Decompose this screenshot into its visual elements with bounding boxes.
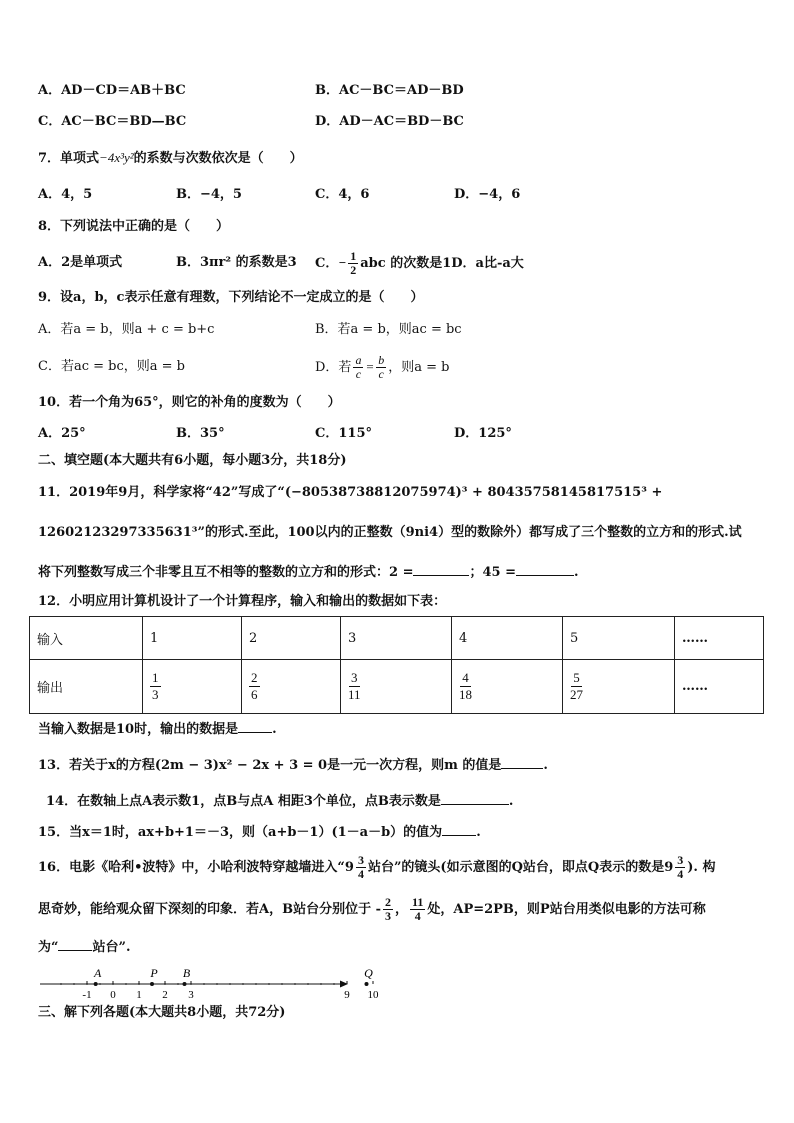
question-14 xyxy=(46,792,513,811)
q7-option-a: A．4，5 xyxy=(38,187,93,202)
output-num: 4 xyxy=(462,670,469,685)
table-row-output xyxy=(30,660,764,714)
question-16-line3 xyxy=(38,938,131,957)
q8-frac-num: 1 xyxy=(350,249,357,263)
q7-prefix: 7．单项式 xyxy=(38,151,100,166)
q8-option-c-suffix: abc 的次数是1D．a比-a大 xyxy=(360,256,524,271)
number-line-tick-label: 0 xyxy=(110,989,116,1001)
q7-option-d: D．−4，6 xyxy=(454,187,521,202)
question-16-line2 xyxy=(38,893,706,927)
q6-option-c: C．AC－BC＝BD—BC xyxy=(38,114,187,129)
number-line-dot xyxy=(320,983,322,985)
q8-fraction xyxy=(348,250,358,277)
output-num: 3 xyxy=(351,670,358,685)
input-cell: 4 xyxy=(452,617,563,660)
q11-line3-prefix: 将下列整数写成三个非零且互不相等的整数的立方和的形式：2 = xyxy=(38,565,414,580)
question-12-stem: 12．小明应用计算机设计了一个计算程序，输入和输出的数据如下表： xyxy=(38,594,447,609)
number-line-dot xyxy=(203,983,205,985)
q16-l2-mid: ， xyxy=(395,902,409,917)
input-cell: 2 xyxy=(242,617,341,660)
q16-frac-a-den: 3 xyxy=(385,909,391,923)
number-line-point-q xyxy=(365,982,369,986)
output-cell xyxy=(242,660,341,714)
q14-answer-blank[interactable] xyxy=(441,792,509,805)
number-line-dot xyxy=(99,983,101,985)
output-num: 5 xyxy=(573,670,580,685)
section-3-heading: 三、解下列各题(本大题共8小题，共72分) xyxy=(38,1005,286,1020)
number-line-tick-label: 1 xyxy=(136,989,142,1001)
q11-line3-end: . xyxy=(573,565,579,580)
number-line-tick-label: 10 xyxy=(367,989,379,1001)
output-cell xyxy=(452,660,563,714)
output-cell xyxy=(563,660,675,714)
q9-option-d: D．若 $\frac{a}{c}$ = $\frac{b}{c}$ ，则a = b xyxy=(315,353,450,381)
q13-prefix: 13．若关于x的方程(2m − 3)x² − 2x + 3 = 0是一元一次方程，则m 的值是 xyxy=(38,758,502,773)
output-cell-ellipsis: …… xyxy=(675,660,764,714)
q15-answer-blank[interactable] xyxy=(442,823,476,836)
q16-l1-end: ). 构 xyxy=(687,860,716,875)
number-line-point-label: P xyxy=(150,966,158,980)
output-label-cell: 输出 xyxy=(30,660,143,714)
q6-option-a: A．AD－CD＝AB＋BC xyxy=(38,83,186,98)
number-line-point-label: Q xyxy=(364,966,373,980)
number-line-point-a xyxy=(94,982,98,986)
number-line-dot xyxy=(177,983,179,985)
number-line-diagram xyxy=(36,962,379,1002)
q8-frac-den: 2 xyxy=(350,263,357,277)
q16-frac-a-num: 2 xyxy=(385,895,391,909)
q9-fraction-a-over-c xyxy=(353,354,363,381)
q6-option-d: D．AD－AC＝BD－BC xyxy=(315,114,464,129)
question-12-followup xyxy=(38,720,277,739)
q12-followup-end: . xyxy=(272,722,277,737)
input-cell-ellipsis: …… xyxy=(675,617,764,660)
question-11-line1: 11．2019年9月，科学家将“42”写成了“(−80538738812075974)³ + 80435758145817515³ + xyxy=(38,485,663,500)
question-7 xyxy=(38,149,303,168)
number-line-dot xyxy=(73,983,75,985)
q14-end: . xyxy=(508,794,514,809)
output-cell xyxy=(143,660,242,714)
q9-frac1-den: c xyxy=(355,367,362,381)
q9-frac2-den: c xyxy=(378,367,384,381)
q16-l1-prefix: 16．电影《哈利•波特》中，小哈利波特穿越墙进入“9 xyxy=(38,860,354,875)
q10-option-b: B．35° xyxy=(176,426,225,441)
q16-frac-b-num: 11 xyxy=(412,895,424,909)
number-line-tick-label: 9 xyxy=(344,989,350,1001)
number-line-dot xyxy=(333,983,335,985)
q16-l2-end: 处，AP=2PB，则P站台用类似电影的方法可称 xyxy=(427,902,706,917)
input-label-cell: 输入 xyxy=(30,617,143,660)
q16-answer-blank[interactable] xyxy=(58,938,92,951)
q9-option-b: B．若a = b，则ac = bc xyxy=(315,322,462,337)
number-line-point-label: B xyxy=(182,966,191,980)
q14-prefix: 14．在数轴上点A表示数1，点B与点A 相距3个单位，点B表示数是 xyxy=(46,794,441,809)
output-den: 3 xyxy=(152,687,159,702)
number-line-tick-label: -1 xyxy=(82,989,92,1001)
output-den: 27 xyxy=(570,687,583,702)
q16-frac-b-den: 4 xyxy=(414,909,421,923)
q16-l1-mid: 站台”的镜头(如示意图的Q站台，即点Q表示的数是9 xyxy=(367,860,674,875)
q16-l3-prefix: 为“ xyxy=(38,940,59,955)
input-cell: 1 xyxy=(143,617,242,660)
number-line-dot xyxy=(216,983,218,985)
question-8-stem: 8．下列说法中正确的是（ ） xyxy=(38,219,230,234)
output-num: 1 xyxy=(152,670,159,685)
q10-option-d: D．125° xyxy=(454,426,512,441)
number-line-dot xyxy=(294,983,296,985)
q11-line3-mid: ；45 = xyxy=(469,565,516,580)
q11-answer-blank-1[interactable] xyxy=(413,563,469,576)
question-11-line3 xyxy=(38,563,579,582)
q16-frac2-den: 4 xyxy=(677,867,684,881)
q9-fraction-b-over-c xyxy=(376,354,386,381)
io-table xyxy=(29,616,764,714)
output-num: 2 xyxy=(251,670,258,685)
q6-option-b: B．AC－BC＝AD－BD xyxy=(315,83,464,98)
q8-option-c-prefix: C． xyxy=(315,256,339,271)
number-line-tick-label: 2 xyxy=(162,989,168,1001)
question-15 xyxy=(38,823,481,842)
q16-frac2-num: 3 xyxy=(677,853,684,867)
q12-followup-prefix: 当输入数据是10时，输出的数据是 xyxy=(38,722,239,737)
q7-suffix: 的系数与次数依次是（ ） xyxy=(133,151,303,166)
number-line-dot xyxy=(242,983,244,985)
q16-frac-b xyxy=(410,896,425,923)
output-den: 6 xyxy=(251,687,258,702)
q9-option-d-prefix: D．若 xyxy=(315,360,352,375)
output-den: 11 xyxy=(348,687,361,702)
q8-option-b: B．3πr² 的系数是3 xyxy=(176,255,297,270)
question-13 xyxy=(38,756,548,775)
q9-frac2-num: b xyxy=(378,353,385,367)
number-line-point-p xyxy=(150,982,154,986)
q11-answer-blank-2[interactable] xyxy=(516,563,574,576)
number-line-dot xyxy=(255,983,257,985)
q16-frac1-num: 3 xyxy=(357,853,364,867)
number-line-dot xyxy=(125,983,127,985)
q9-frac1-num: a xyxy=(355,353,362,367)
number-line-dot xyxy=(281,983,283,985)
number-line-dot xyxy=(60,983,62,985)
question-9-stem: 9．设a，b，c表示任意有理数，下列结论不一定成立的是（ ） xyxy=(38,290,424,305)
number-line-tick-label: 3 xyxy=(188,989,194,1001)
q13-answer-blank[interactable] xyxy=(501,756,543,769)
input-cell: 3 xyxy=(341,617,452,660)
q8-option-a: A．2是单项式 xyxy=(38,255,123,270)
output-cell xyxy=(341,660,452,714)
q16-frac-three-quarters-2 xyxy=(675,854,685,881)
question-11-line2: 12602123297335631³”的形式.至此，100以内的正整数（9ni4）型的数除外）都写成了三个整数的立方和的形式.试 xyxy=(38,525,742,540)
q16-l2-prefix: 思奇妙，能给观众留下深刻的印象．若A，B站台分别位于 - xyxy=(38,902,381,917)
q8-option-c: C．− $\frac{1}{2}$ abc 的次数是1D．a比-a大 xyxy=(315,249,524,277)
number-line-dot xyxy=(307,983,309,985)
table-row-input xyxy=(30,617,764,660)
question-16-line1 xyxy=(38,851,715,885)
q16-l3-end: 站台”. xyxy=(92,940,131,955)
question-10-stem: 10．若一个角为65°，则它的补角的度数为（ ） xyxy=(38,395,341,410)
q16-frac-three-quarters xyxy=(356,854,366,881)
q12-answer-blank[interactable] xyxy=(238,720,272,733)
q15-end: . xyxy=(476,825,481,840)
q9-option-a: A．若a = b，则a + c = b+c xyxy=(38,322,215,337)
q13-end: . xyxy=(543,758,548,773)
number-line-point-label: A xyxy=(93,966,102,980)
q10-option-c: C．115° xyxy=(315,426,372,441)
q7-expression: −4x³y² xyxy=(99,150,134,165)
q9-option-d-suffix: ，则a = b xyxy=(388,360,450,375)
q7-option-c: C．4，6 xyxy=(315,187,370,202)
number-line-point-b xyxy=(183,982,187,986)
input-cell: 5 xyxy=(563,617,675,660)
section-2-heading: 二、填空题(本大题共有6小题，每小题3分，共18分) xyxy=(38,453,347,468)
q15-prefix: 15．当x＝1时，ax+b+1＝－3，则（a+b－1）(1－a－b）的值为 xyxy=(38,825,443,840)
q7-option-b: B．−4，5 xyxy=(176,187,242,202)
q16-frac-a xyxy=(383,896,393,923)
number-line-dot xyxy=(229,983,231,985)
q10-option-a: A．25° xyxy=(38,426,86,441)
number-line-dot xyxy=(268,983,270,985)
output-den: 18 xyxy=(459,687,472,702)
q9-option-c: C．若ac = bc，则a = b xyxy=(38,359,185,374)
q16-frac1-den: 4 xyxy=(357,867,364,881)
